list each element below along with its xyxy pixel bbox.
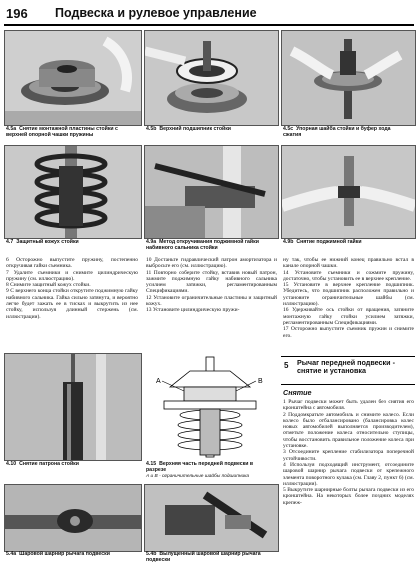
caption-4-5b-line1: Верхний подшипник стойки: [159, 126, 231, 132]
paragraph-11: 11 Повторно соберите стойку, вставив новый патрон, зажмите поджимную гайку набивного сальника усилием затяжки, регламентированным Спецификациями.: [146, 269, 277, 295]
caption-4-15-number: 4.15: [146, 461, 157, 467]
paragraph-12: 12 Установите ограничительные пластины и защитный кожух.: [146, 294, 277, 308]
caption-4-9b-number: 4.9b: [283, 239, 294, 245]
section-number: 5: [284, 361, 289, 370]
caption-5-4b-number: 5.4b: [146, 551, 157, 557]
caption-4-15-line2: разрезе: [146, 467, 167, 474]
photo-thrust-washer-image: [282, 31, 415, 125]
photo-upper-bearing-image: [145, 31, 278, 125]
caption-5-4b: [146, 551, 261, 563]
photo-gland-nut-removal-image: [282, 146, 415, 238]
text-column-2: [146, 257, 277, 314]
page-number: 196: [6, 6, 28, 21]
label-b: B: [258, 378, 263, 385]
caption-4-7-line1: Защитный кожух стойки: [16, 239, 79, 245]
header-rule: [4, 24, 414, 26]
text-column-1: [6, 257, 138, 320]
section-title-line2: снятие и установка: [297, 366, 366, 376]
caption-4-10-number: 4.10: [6, 461, 17, 467]
caption-4-5a-line2: верхней опорной чашки пружины: [6, 132, 94, 139]
diagram-upper-suspension-section: [144, 353, 277, 459]
caption-4-5b: [146, 126, 231, 132]
caption-4-15-line1: Верхняя часть передней подвески в: [159, 461, 254, 467]
photo-spring-plate-image: [5, 31, 141, 125]
caption-4-15-sub: А и В - ограничительные шайбы подшипника: [146, 474, 250, 479]
section-paragraph-2: 2 Поддомкратьте автомобиль и снимите колесо. Если колесо было отбалансировано (балансировка колес новых автомобилей выполняется производителем), отметьте положение колеса относительно ступицы, чтобы восстановить правильное положение колеса при установке.: [283, 411, 414, 450]
photo-ball-joint-pressed-image: [145, 485, 278, 551]
text-column-3: [283, 257, 414, 339]
text-column-3-section: [283, 399, 414, 506]
caption-4-9a: [146, 239, 259, 251]
paragraph-8: 8 Снимите защитный кожух стойки.: [6, 282, 91, 289]
paragraph-7: 7 Удалите съемники и снимите цилиндрическую пружину (см. иллюстрацию).: [6, 269, 138, 282]
paragraph-13-cont: ну так, чтобы ее нижний конец правильно встал в канале опорной чашки.: [283, 257, 414, 270]
running-title: Подвеска и рулевое управление: [55, 6, 257, 20]
section-title: [297, 359, 395, 376]
paragraph-13: 13 Установите цилиндрическую пружи-: [146, 307, 240, 314]
paragraph-15: 15 Установите в верхнее крепление подшипник. Убедитесь, что подшипник расположен правильно и установите ограничительные шайбы (см. иллюстрацию).: [283, 282, 414, 308]
diagram-upper-suspension-drawing: [144, 353, 277, 459]
photo-thrust-washer: [281, 30, 416, 126]
caption-4-9b: [283, 239, 362, 245]
caption-4-9a-line2: набивного сальника стойки: [146, 245, 218, 252]
photo-strut-cartridge-image: [5, 354, 141, 460]
caption-4-5c-line2: сжатия: [283, 132, 302, 139]
section-5-heading: [281, 356, 415, 385]
caption-5-4a: [6, 551, 110, 557]
label-a: A: [156, 378, 161, 385]
caption-4-5c-number: 4.5с: [283, 126, 294, 132]
caption-4-10: [6, 461, 79, 467]
section-paragraph-4: 4 Используя подходящий инструмент, отсоедините шаровой шарнир рычага подвески от крепежного элемента поворотного кулака (см. Главу 2, пункт 6) (см. иллюстрации).: [283, 461, 414, 487]
paragraph-6: 6 Осторожно выпустите пружину, постепенно откручивая гайки съемника.: [6, 257, 138, 270]
caption-4-15: [146, 461, 253, 473]
photo-protective-boot: [4, 145, 142, 239]
photo-gland-nut-removal: [281, 145, 416, 239]
caption-5-4b-line2: подвески: [146, 557, 171, 564]
paragraph-17: 17 Осторожно выпустите съемник пружин и снимите его.: [283, 326, 414, 339]
photo-strut-cartridge: [4, 353, 142, 461]
photo-protective-boot-image: [5, 146, 141, 238]
section-title-line1: Рычаг передней подвески -: [297, 358, 395, 367]
subheading-removal: Снятие: [283, 388, 312, 397]
paragraph-10: 10 Достаньте гидравлический патрон амортизатора и выбросьте его (см. иллюстрацию).: [146, 257, 277, 270]
section-paragraph-5: 5 Выкрутите шарнирные болты рычага подвески из его кронштейна. На некоторых более поздних моделях крепеж-: [283, 487, 414, 506]
paragraph-16: 16 Удерживайте ось стойки от вращения, затяните монтажную гайку стойки усилием затяжки, регламентированным Спецификациями.: [283, 307, 414, 326]
paragraph-9: 9 С верхнего конца стойки открутите поджимную гайку набивного сальника. Гайка сильно затянута, и вероятно легче будет зажать ее в тисках и выкрутить из нее стойку, используя длинный стержень (см. иллюстрации).: [6, 288, 138, 320]
caption-4-5c-line1: Упорная шайба стойки и буфер хода: [296, 126, 391, 132]
photo-gland-nut-method: [144, 145, 279, 239]
caption-5-4b-line1: Вылущенный шаровой шарнир рычага: [159, 551, 261, 557]
photo-spring-plate-removal: [4, 30, 142, 126]
photo-upper-bearing: [144, 30, 279, 126]
caption-4-5b-number: 4.5b: [146, 126, 157, 132]
photo-ball-joint: [4, 484, 142, 552]
caption-4-7-number: 4.7: [6, 239, 14, 245]
caption-4-5a-number: 4.5а: [6, 126, 17, 132]
caption-4-5c: [283, 126, 391, 138]
photo-gland-nut-method-image: [145, 146, 278, 238]
photo-ball-joint-pressed: [144, 484, 279, 552]
caption-5-4a-number: 5.4а: [6, 551, 17, 557]
section-paragraph-3: 3 Отсоедините крепление стабилизатора поперечной устойчивости.: [283, 449, 414, 462]
photo-ball-joint-image: [5, 485, 141, 551]
caption-4-10-line1: Снятие патрона стойки: [19, 461, 79, 467]
caption-4-9b-line1: Снятие поджимной гайки: [296, 239, 362, 245]
caption-4-9a-number: 4.9а: [146, 239, 157, 245]
caption-4-7: [6, 239, 79, 245]
paragraph-14: 14 Установите съемники и сожмите пружину, достаточно, чтобы установить ее в верхнее крепление.: [283, 269, 414, 282]
caption-4-5a-line1: Снятие монтажной пластины стойки с: [19, 126, 118, 132]
caption-4-9a-line1: Метод откручивания поджимной гайки: [159, 239, 259, 245]
caption-4-5a: [6, 126, 118, 138]
section-paragraph-1: 1 Рычаг подвески может быть удален без снятия его кронштейна с автомобиля.: [283, 399, 414, 412]
caption-5-4a-line1: Шаровой шарнир рычага подвески: [19, 551, 110, 557]
